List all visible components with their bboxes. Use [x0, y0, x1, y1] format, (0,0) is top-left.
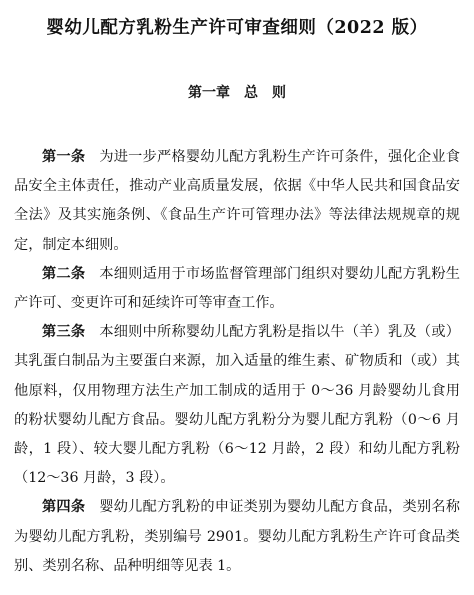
article-4	[14, 493, 460, 581]
article-number: 第二条	[42, 265, 86, 282]
article-text: 本细则中所称婴幼儿配方乳粉是指以牛（羊）乳及（或）其乳蛋白制品为主要蛋白来源，加入适量的维生素、矿物质和（或）其他原料，仅用物理方法生产加工制成的适用于 0～36 月龄婴幼儿食用的粉状婴幼儿配方食品。婴幼儿配方乳粉分为婴儿配方乳粉（0～6 月龄，1 段）、较大婴儿配方乳粉（6～12 月龄，2 段）和幼儿配方乳粉（12～36 月龄，3 段）。	[14, 324, 460, 487]
article-text: 本细则适用于市场监督管理部门组织对婴幼儿配方乳粉生产许可、变更许可和延续许可等审查工作。	[14, 265, 460, 312]
article-number: 第四条	[42, 499, 86, 516]
article-number: 第一条	[42, 149, 86, 165]
document-body	[14, 143, 460, 581]
article-number: 第三条	[42, 324, 86, 341]
article-2	[14, 260, 460, 318]
chapter-heading: 第一章 总 则	[188, 85, 286, 101]
article-3	[14, 318, 460, 493]
article-text: 婴幼儿配方乳粉的申证类别为婴幼儿配方食品，类别名称为婴幼儿配方乳粉，类别编号 2901。婴幼儿配方乳粉生产许可食品类别、类别名称、品种明细等见表 1。	[14, 499, 460, 574]
document-title: 婴幼儿配方乳粉生产许可审查细则（2022 版）	[46, 18, 428, 38]
article-text: 为进一步严格婴幼儿配方乳粉生产许可条件，强化企业食品安全主体责任，推动产业高质量发展，依据《中华人民共和国食品安全法》及其实施条例、《食品生产许可管理办法》等法律法规规章的规定，制定本细则。	[14, 149, 460, 253]
article-1	[14, 143, 460, 260]
